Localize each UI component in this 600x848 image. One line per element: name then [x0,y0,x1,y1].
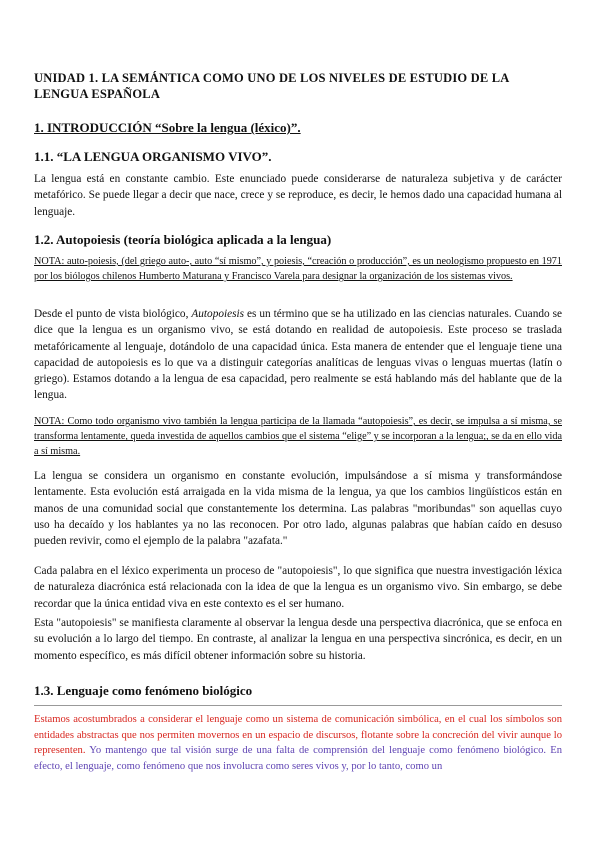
section-1-3-heading: 1.3. Lenguaje como fenómeno biológico [34,683,253,698]
paragraph-2 [34,306,562,404]
note-2: NOTA: Como todo organismo vivo también la lengua participa de la llamada “autopoiesis”, es decir, se impulsa a sí misma, se transforma lentamente, queda investida de aquellos cambios que el sistema “elige” y se incorporan a la lengua;, se da en ello vida a sí misma. [34,416,562,458]
paragraph-2-rest: es un término que se ha utilizado en las ciencias naturales. Cuando se dice que la lengua es un organismo vivo, se está dotando en realidad de autopoiesis. Este proceso se traslada metafóricamente al lenguaje, dotándolo de una capacidad única. Esta manera de entender que el lenguaje tiene una capacidad de autopoiesis es lo que va a distinguir categorías analíticas de lenguas vivas o lenguas muertas (latín o griego). Estamos dotando a la lengua de esa capacidad, pero realmente se está hablando más del hablante que de la lengua. [34,308,563,402]
paragraph-3: La lengua se considera un organismo en constante evolución, impulsándose a sí misma y transformándose lentamente. Esta evolución está arraigada en la vida misma de la lengua, ya que los cambios lingüísticos están en manos de una comunidad social que constantemente los determina. Las palabras "moribundas" son aquellas cuyo uso ha decaído y los hablantes ya no las reconocen. Por otro lado, algunas palabras que habían caído en desuso pueden revivir, como el ejemplo de la palabra "azafata." [34,470,562,548]
section-1-1-heading: 1.1. “LA LENGUA ORGANISMO VIVO”. [34,149,272,164]
unit-title: UNIDAD 1. LA SEMÁNTICA COMO UNO DE LOS NIVELES DE ESTUDIO DE LA LENGUA ESPAÑOLA [34,71,509,101]
section-1-2-heading: 1.2. Autopoiesis (teoría biológica aplicada a la lengua) [34,232,332,247]
quote-red-text: Estamos acostumbrados a considerar el lenguaje como un sistema de comunicación simbólica, en el cual los símbolos son entidades abstractas que nos permiten movernos en un espacio de discursos, flotante sobre la concreción del vivir aunque lo representen. [34,714,562,757]
paragraph-5: Esta "autopoiesis" se manifiesta claramente al observar la lengua desde una perspectiva diacrónica, que se enfoca en su evolución a lo largo del tiempo. En contraste, al analizar la lengua en una perspectiva sincrónica, es decir, en un momento específico, es más difícil obtener información sobre su historia. [34,617,562,662]
paragraph-1: La lengua está en constante cambio. Este enunciado puede considerarse de naturaleza subjetiva y de carácter metafórico. Se puede llegar a decir que nace, crece y se reproduce, es decir, le hemos dado una capacidad humana al lenguaje. [34,173,562,218]
paragraph-2-start: Desde el punto de vista biológico, [34,308,192,320]
quote-violet-text: Yo mantengo que tal visión surge de una falta de comprensión del lenguaje como fenómeno biológico. En efecto, el lenguaje, como fenómeno que nos involucra como seres vivos y, por lo tanto, como un [34,745,562,772]
section-1-heading: 1. INTRODUCCIÓN “Sobre la lengua (léxico)”. [34,120,301,135]
quote-block [34,712,562,774]
paragraph-4: Cada palabra en el léxico experimenta un proceso de "autopoiesis", lo que significa que nuestra investigación léxica de naturaleza diacrónica está relacionada con la idea de que la lengua es un organismo vivo. Sin embargo, se debe recordar que la única entidad viva en este contexto es el ser humano. [34,565,562,610]
divider [34,705,562,706]
term-autopoiesis: Autopoiesis [191,308,245,320]
note-1: NOTA: auto-poiesis, (del griego auto-, auto “sí mismo”, y poiesis, “creación o producción”, es un neologismo propuesto en 1971 por los biólogos chilenos Humberto Maturana y Francisco Varela para designar la organización de los sistemas vivos. [34,256,562,283]
